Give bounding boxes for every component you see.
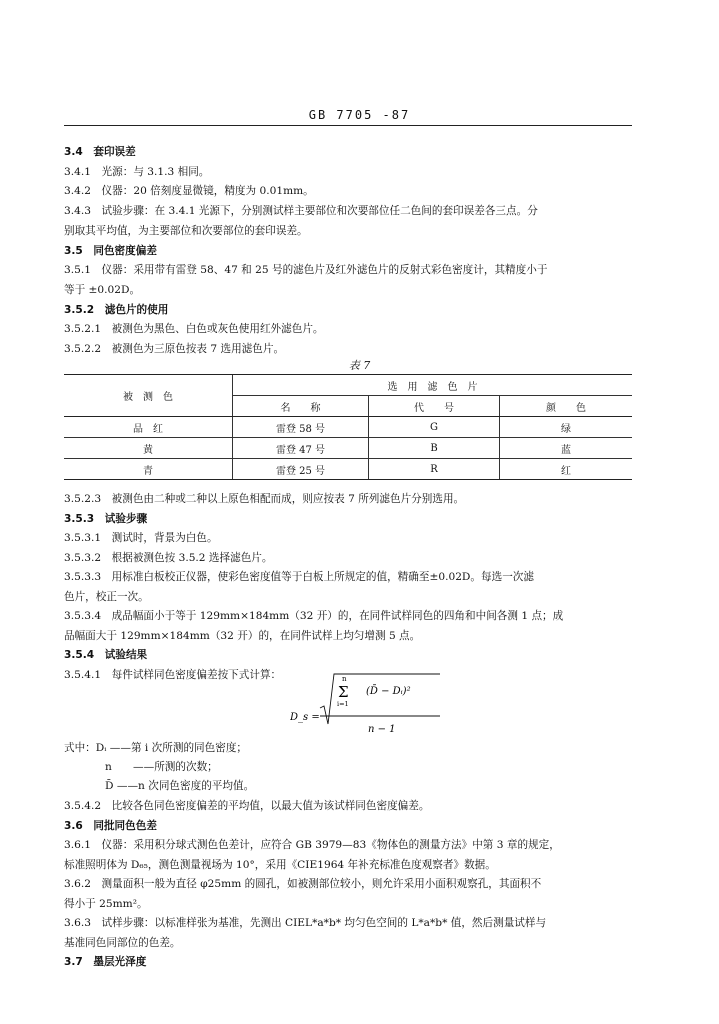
formula-sum-bottom: i=1 bbox=[337, 700, 349, 708]
table-7 bbox=[64, 374, 632, 480]
cell-measured-color: 黄 bbox=[64, 438, 233, 459]
cell-filter-color: 红 bbox=[500, 459, 633, 480]
formula-sum-top: n bbox=[342, 675, 347, 683]
cell-filter-code: G bbox=[369, 417, 500, 438]
text-line: 品幅面大于 129mm×184mm（32 开）的，在同件试样上均匀增测 5 点。 bbox=[64, 629, 421, 642]
text-line: 3.5.4.1 每件试样同色密度偏差按下式计算： bbox=[64, 668, 282, 681]
page-header: GB 7705 -87 bbox=[308, 108, 411, 122]
text-line: 基准同色同部位的色差。 bbox=[64, 936, 181, 949]
table-caption: 表 7 bbox=[348, 359, 371, 372]
text-line: 3.5.4 试验结果 bbox=[64, 649, 148, 661]
text-line: 3.7 墨层光泽度 bbox=[64, 956, 147, 968]
text-line: 式中：Dᵢ ——第 i 次所测的同色密度； bbox=[64, 742, 248, 754]
text-line: 3.5.3.3 用标准白板校正仪器，使彩色密度值等于白板上所规定的值，精确至±0.02D。每选一次滤 bbox=[64, 571, 534, 583]
text-line: 3.5.2.2 被测色为三原色按表 7 选用滤色片。 bbox=[64, 343, 285, 355]
text-line: 3.6.2 测量面积一般为直径 φ25mm 的圆孔，如被测部位较小，则允许采用小面积观察孔，其面积不 bbox=[64, 878, 542, 890]
text-line: 3.6 同批同色色差 bbox=[64, 819, 157, 832]
text-line: 3.5.2.3 被测色由二种或二种以上原色相配而成，则应按表 7 所列滤色片分别选用。 bbox=[64, 493, 465, 505]
text-line: 3.5.3.2 根据被测色按 3.5.2 选择滤色片。 bbox=[64, 551, 273, 564]
text-line: 3.5 同色密度偏差 bbox=[64, 244, 157, 257]
formula-sum: Σ bbox=[338, 683, 349, 701]
text-line: 3.5.2 滤色片的使用 bbox=[64, 303, 169, 316]
cell-filter-name: 雷登 25 号 bbox=[233, 459, 369, 480]
text-line: 3.4.3 试验步骤：在 3.4.1 光源下，分别测试样主要部位和次要部位任二色间的套印误差各三点。分 bbox=[64, 205, 538, 218]
col-header-filter-group: 选 用 滤 色 片 bbox=[233, 375, 633, 396]
text-line: 3.5.4.2 比较各色同色密度偏差的平均值，以最大值为该试样同色密度偏差。 bbox=[64, 800, 430, 812]
cell-measured-color: 品 红 bbox=[64, 417, 233, 438]
col-header-color: 颜 色 bbox=[500, 396, 633, 417]
col-header-name: 名 称 bbox=[233, 396, 369, 417]
cell-filter-code: B bbox=[369, 438, 500, 459]
cell-filter-name: 雷登 47 号 bbox=[233, 438, 369, 459]
text-line: 3.5.3.1 测试时，背景为白色。 bbox=[64, 532, 218, 544]
col-header-code: 代 号 bbox=[369, 396, 500, 417]
text-line: 等于 ±0.02D。 bbox=[64, 283, 141, 296]
text-line: 色片，校正一次。 bbox=[64, 590, 149, 603]
text-line: n ——所测的次数； bbox=[105, 761, 218, 773]
text-line: 3.4.1 光源：与 3.1.3 相同。 bbox=[64, 165, 210, 178]
density-deviation-formula bbox=[290, 668, 450, 738]
formula-term: (D̄ − Dᵢ)² bbox=[366, 686, 411, 697]
cell-filter-name: 雷登 58 号 bbox=[233, 417, 369, 438]
cell-filter-color: 绿 bbox=[500, 417, 633, 438]
text-line: 3.5.2.1 被测色为黑色、白色或灰色使用红外滤色片。 bbox=[64, 323, 324, 336]
header-rule bbox=[64, 125, 632, 126]
text-line: 别取其平均值，为主要部位和次要部位的套印误差。 bbox=[64, 224, 308, 237]
formula-denominator: n − 1 bbox=[368, 724, 396, 735]
text-line: 3.4.2 仪器：20 倍刻度显微镜，精度为 0.01mm。 bbox=[64, 185, 314, 198]
text-line: 3.6.3 试样步骤：以标准样张为基准，先测出 CIEL*a*b* 均匀色空间的 L*a*b* 值，然后测量试样与 bbox=[64, 917, 547, 929]
cell-measured-color: 青 bbox=[64, 459, 233, 480]
table-row bbox=[64, 438, 632, 459]
formula-lhs: D_s = bbox=[290, 712, 320, 723]
text-line: 3.5.3 试验步骤 bbox=[64, 512, 148, 525]
table-row bbox=[64, 459, 632, 480]
cell-filter-code: R bbox=[369, 459, 500, 480]
text-line: 得小于 25mm²。 bbox=[64, 897, 148, 910]
text-line: 3.6.1 仪器：采用积分球式测色色差计，应符合 GB 3979—83《物体色的测量方法》中第 3 章的规定， bbox=[64, 839, 560, 851]
col-header-measured-color: 被 测 色 bbox=[64, 375, 233, 417]
text-line: D̄ ——n 次同色密度的平均值。 bbox=[105, 780, 255, 792]
text-line: 3.5.1 仪器：采用带有雷登 58、47 和 25 号的滤色片及红外滤色片的反射式彩色密度计，其精度小于 bbox=[64, 264, 548, 277]
cell-filter-color: 蓝 bbox=[500, 438, 633, 459]
text-line: 标准照明体为 D₆₅，测色测量视场为 10°，采用《CIE1964 年补充标准色度观察者》数据。 bbox=[64, 858, 496, 871]
text-line: 3.4 套印误差 bbox=[64, 146, 136, 158]
table-row bbox=[64, 417, 632, 438]
text-line: 3.5.3.4 成品幅面小于等于 129mm×184mm（32 开）的，在同件试样同色的四角和中间各测 1 点；成 bbox=[64, 610, 564, 622]
